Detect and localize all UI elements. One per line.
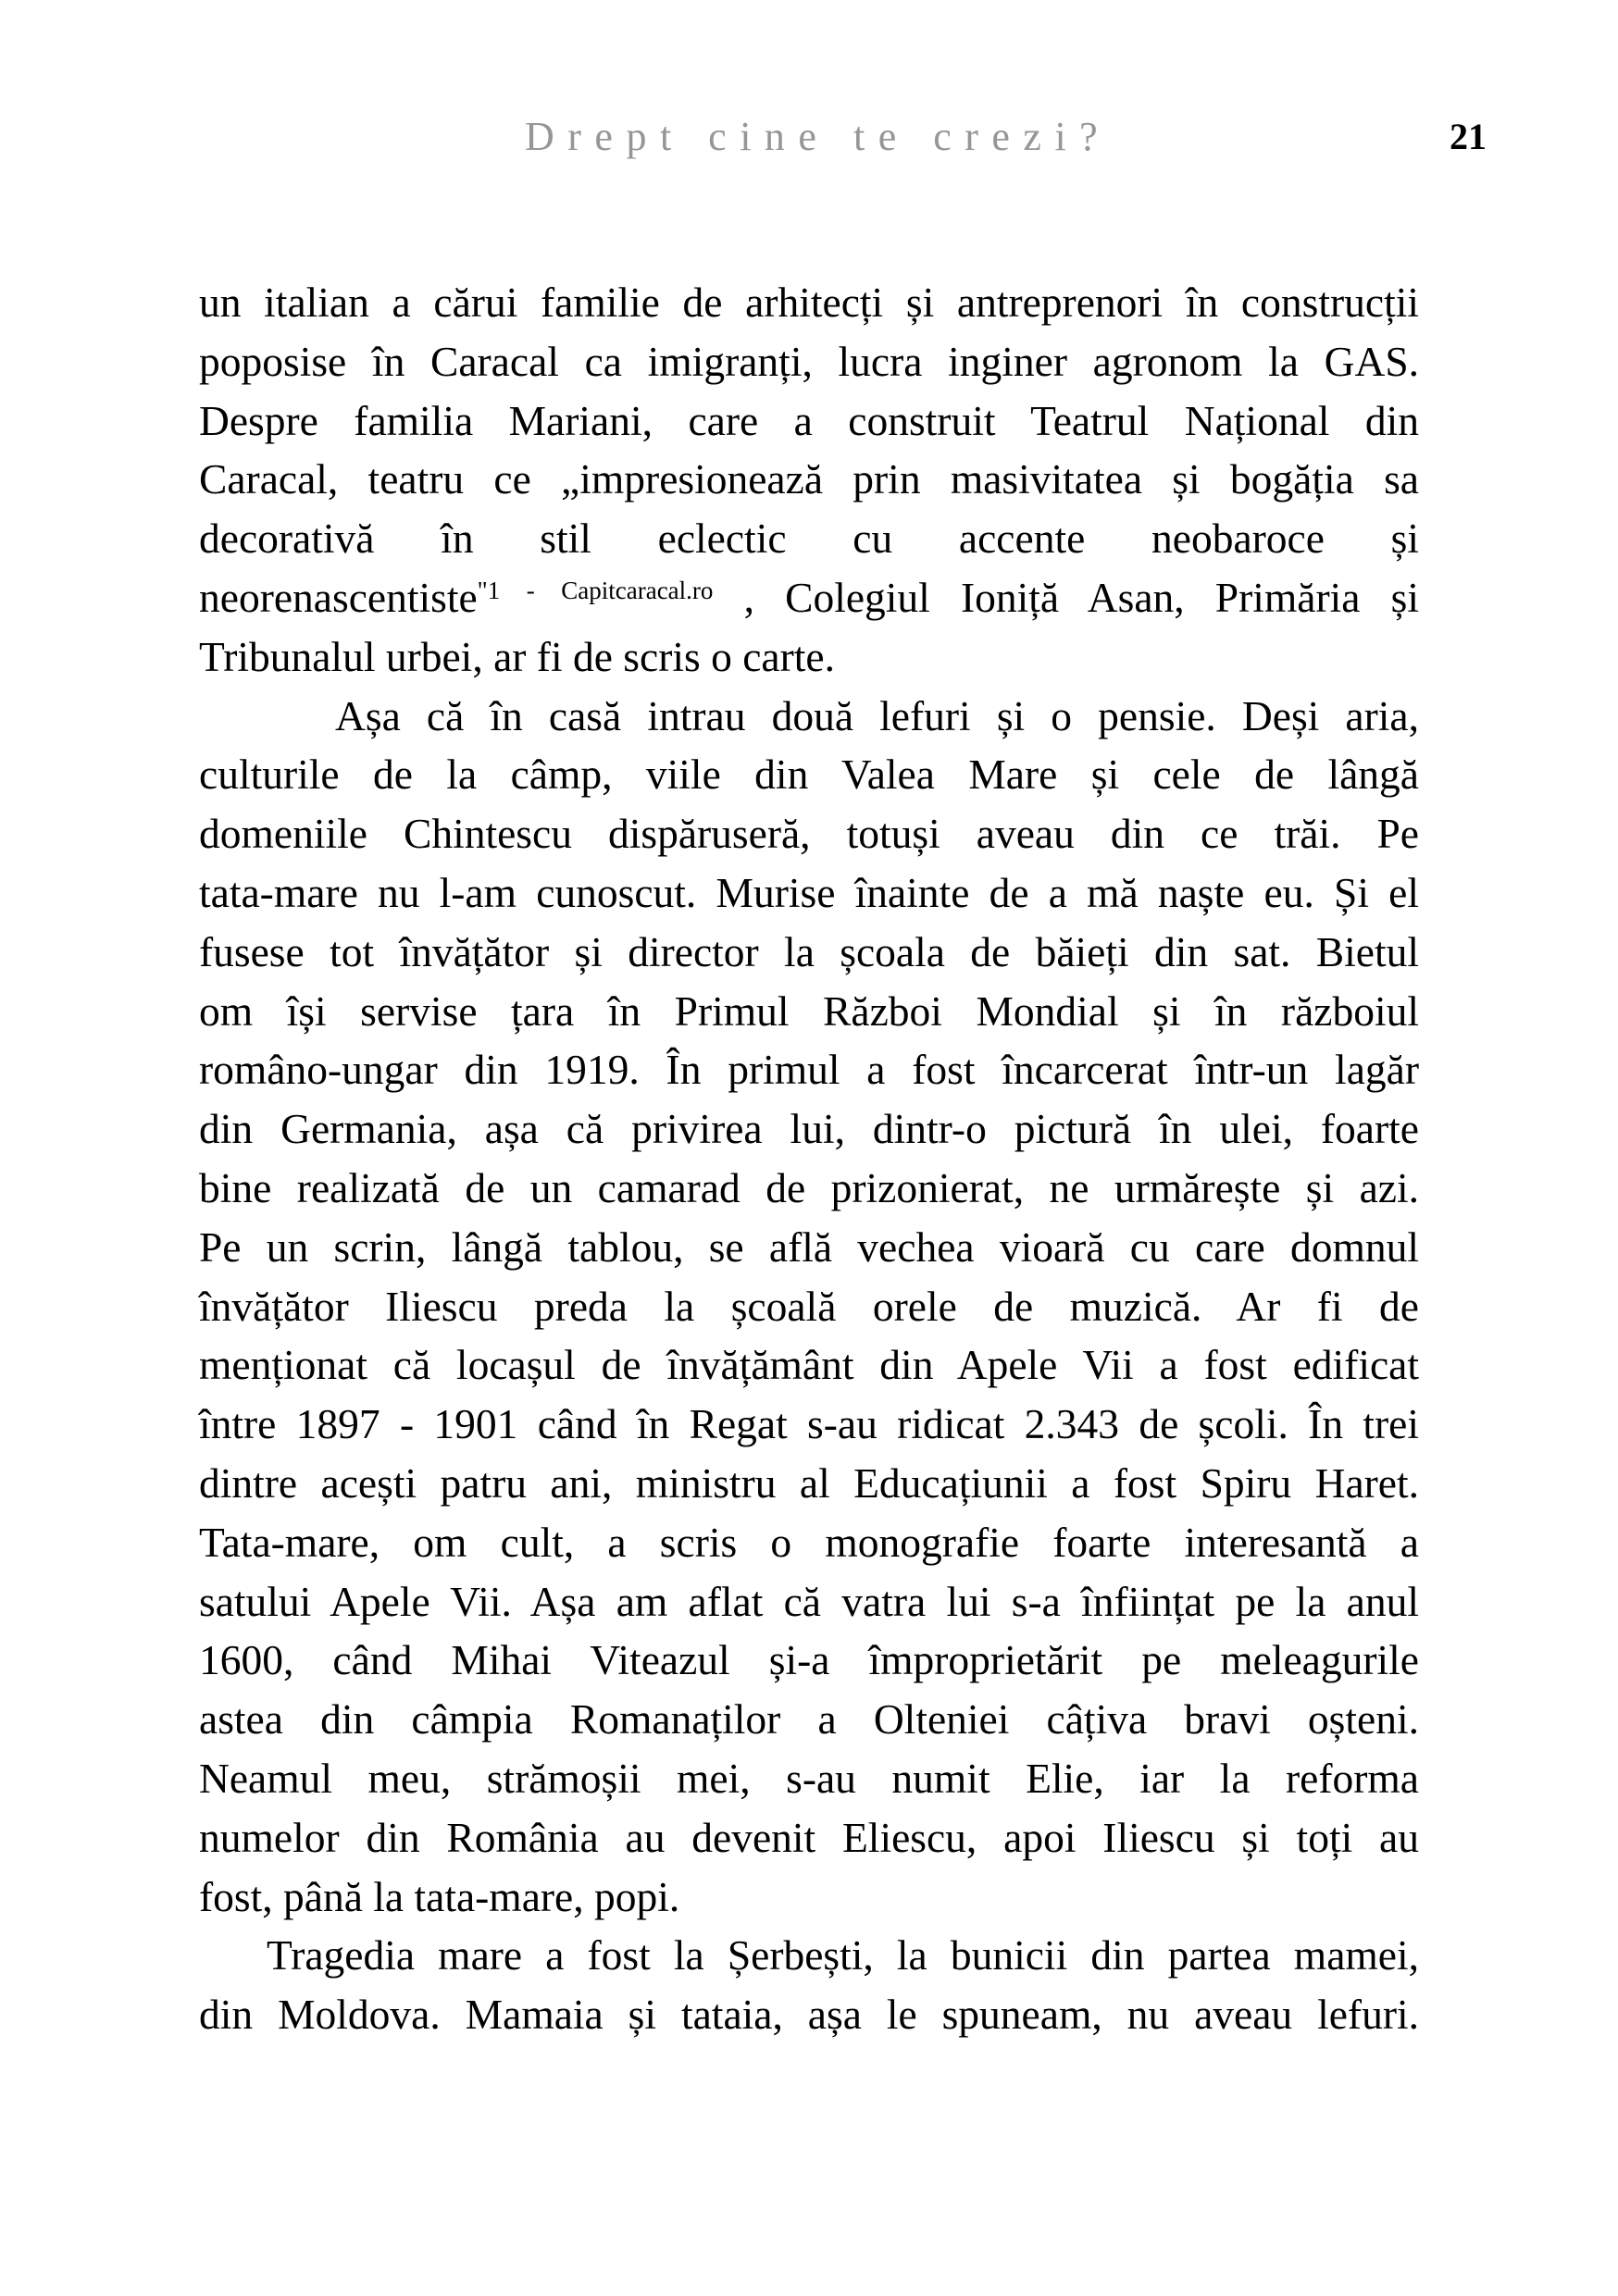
- text-line: între 1897 - 1901 când în Regat s-au ridicat 2.343 de școli. În trei: [199, 1400, 1419, 1448]
- text-line: Tragedia mare a fost la Șerbești, la bunicii din partea mamei,: [267, 1931, 1419, 1980]
- text-line: domeniile Chintescu dispăruseră, totuși aveau din ce trăi. Pe: [199, 810, 1419, 858]
- text-line: menționat că locașul de învățământ din Apele Vii a fost edificat: [199, 1341, 1419, 1389]
- page-number: 21: [1450, 116, 1487, 157]
- text-line: numelor din România au devenit Eliescu, apoi Iliescu și toți au: [199, 1813, 1419, 1861]
- text-line: din Germania, așa că privirea lui, dintr-o pictură în ulei, foarte: [199, 1105, 1419, 1153]
- text-line: fost, până la tata-mare, popi.: [199, 1872, 680, 1920]
- footnote-text-line: [199, 568, 1419, 627]
- text-line: fusese tot învățător și director la școala de băieți din sat. Bietul: [199, 927, 1419, 975]
- paragraph-1: [199, 273, 1419, 687]
- text-line: Despre familia Mariani, care a construit Teatrul Național din: [199, 396, 1419, 444]
- text-line: astea din câmpia Romanaților a Olteniei câțiva bravi oșteni.: [199, 1695, 1419, 1744]
- text-line: dintre acești patru ani, ministru al Educațiunii a fost Spiru Haret.: [199, 1458, 1419, 1507]
- book-title-header: Drept cine te crezi?: [525, 114, 1112, 159]
- body-text: [199, 273, 1419, 2044]
- text-line: Tribunalul urbei, ar fi de scris o carte.: [199, 632, 835, 680]
- running-header: [0, 109, 1618, 165]
- text-line: om își servise țara în Primul Război Mondial și în războiul: [199, 987, 1419, 1035]
- text-line: satului Apele Vii. Așa am aflat că vatra lui s-a înființat pe la anul: [199, 1577, 1419, 1625]
- text-line: un italian a cărui familie de arhitecți și antreprenori în construcții: [199, 279, 1419, 326]
- text-before-footnote: neorenascentiste: [199, 573, 478, 621]
- text-line: Caracal, teatru ce „impresionează prin masivitatea și bogăția sa: [199, 455, 1419, 503]
- paragraph-2: [199, 687, 1419, 1927]
- footnote-reference: "1 - Capitcaracal.ro: [477, 576, 714, 604]
- text-line: bine realizată de un camarad de prizonierat, ne urmărește și azi.: [199, 1163, 1419, 1211]
- text-line: 1600, când Mihai Viteazul și-a împroprietărit pe meleagurile: [199, 1636, 1419, 1684]
- text-line: decorativă în stil eclectic cu accente neobaroce și: [199, 515, 1419, 563]
- text-line: Pe un scrin, lângă tablou, se află vechea vioară cu care domnul: [199, 1222, 1419, 1271]
- text-after-footnote: , Colegiul Ioniță Asan, Primăria și: [713, 573, 1419, 621]
- text-line: tata-mare nu l-am cunoscut. Murise înainte de a mă naște eu. Și el: [199, 868, 1419, 916]
- text-line: Așa că în casă intrau două lefuri și o pensie. Deși aria,: [335, 691, 1419, 739]
- text-line: din Moldova. Mamaia și tataia, așa le spuneam, nu aveau lefuri.: [199, 1991, 1419, 2039]
- text-line: învățător Iliescu preda la școală orele de muzică. Ar fi de: [199, 1282, 1419, 1330]
- text-line: Tata-mare, om cult, a scris o monografie foarte interesantă a: [199, 1518, 1419, 1566]
- text-line: Neamul meu, strămoșii mei, s-au numit Elie, iar la reforma: [199, 1754, 1419, 1802]
- text-line: româno-ungar din 1919. În primul a fost încarcerat într-un lagăr: [199, 1046, 1419, 1094]
- paragraph-3: [199, 1926, 1419, 2044]
- text-line: poposise în Caracal ca imigranți, lucra inginer agronom la GAS.: [199, 337, 1419, 385]
- text-line: culturile de la câmp, viile din Valea Mare și cele de lângă: [199, 751, 1419, 799]
